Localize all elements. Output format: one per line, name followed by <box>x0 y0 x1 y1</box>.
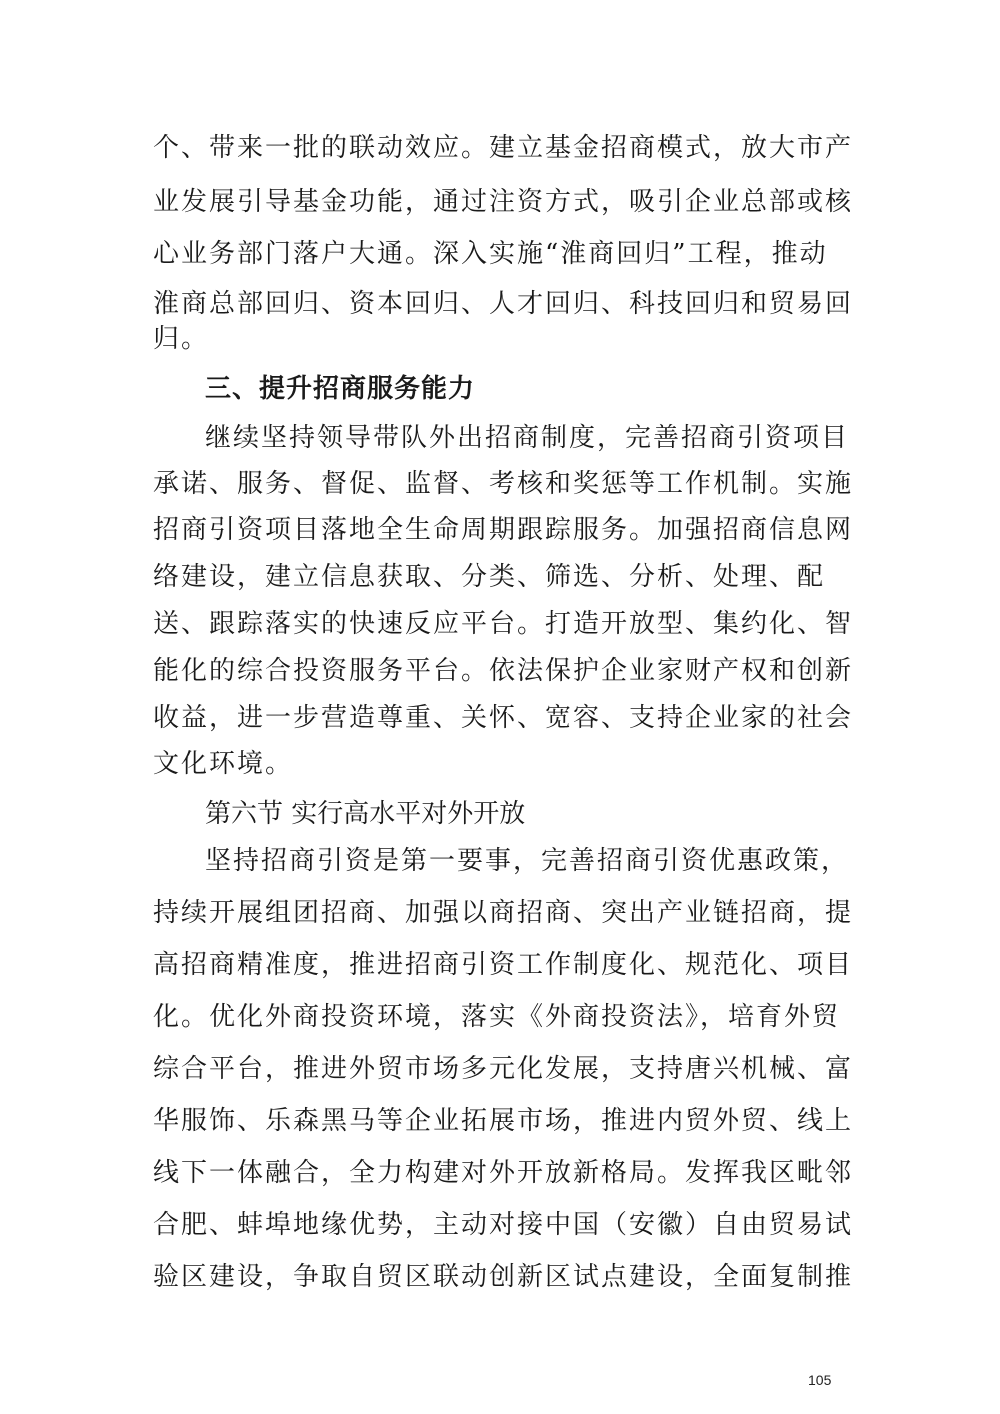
text-line: 个、带来一批的联动效应。建立基金招商模式，放大市产 <box>153 133 854 163</box>
text-line: 络建设，建立信息获取、分类、筛选、分析、处理、配 <box>153 562 826 592</box>
text-line: 合肥、蚌埠地缘优势，主动对接中国（安徽）自由贸易试 <box>153 1210 854 1240</box>
text-line: 化。优化外商投资环境，落实《外商投资法》，培育外贸 <box>153 1002 841 1032</box>
text-line: 华服饰、乐森黑马等企业拓展市场，推进内贸外贸、线上 <box>153 1106 854 1136</box>
text-line: 送、跟踪落实的快速反应平台。打造开放型、集约化、智 <box>153 609 854 639</box>
text-line: 能化的综合投资服务平台。依法保护企业家财产权和创新 <box>153 656 854 686</box>
text-line: 收益，进一步营造尊重、关怀、宽容、支持企业家的社会 <box>153 703 854 733</box>
subheading: 三、提升招商服务能力 <box>205 374 476 404</box>
text-line: 承诺、服务、督促、监督、考核和奖惩等工作机制。实施 <box>153 469 854 499</box>
text-line: 淮商总部回归、资本回归、人才回归、科技回归和贸易回 <box>153 289 854 319</box>
text-line: 业发展引导基金功能，通过注资方式，吸引企业总部或核 <box>153 187 854 217</box>
text-line: 继续坚持领导带队外出招商制度，完善招商引资项目 <box>205 423 850 453</box>
text-line: 验区建设，争取自贸区联动创新区试点建设，全面复制推 <box>153 1262 854 1292</box>
section-heading: 第六节 实行高水平对外开放 <box>205 799 526 829</box>
text-line: 招商引资项目落地全生命周期跟踪服务。加强招商信息网 <box>153 515 854 545</box>
text-line: 文化环境。 <box>153 749 294 779</box>
page-number: 105 <box>808 1372 832 1388</box>
text-line: 归。 <box>153 324 210 354</box>
text-line: 线下一体融合，全力构建对外开放新格局。发挥我区毗邻 <box>153 1158 854 1188</box>
text-line: 综合平台，推进外贸市场多元化发展，支持唐兴机械、富 <box>153 1054 854 1084</box>
text-line: 坚持招商引资是第一要事，完善招商引资优惠政策， <box>205 846 850 876</box>
text-line: 持续开展组团招商、加强以商招商、突出产业链招商，提 <box>153 898 854 928</box>
text-line: 心业务部门落户大通。深入实施“淮商回归”工程，推动 <box>153 239 828 269</box>
text-line: 高招商精准度，推进招商引资工作制度化、规范化、项目 <box>153 950 854 980</box>
